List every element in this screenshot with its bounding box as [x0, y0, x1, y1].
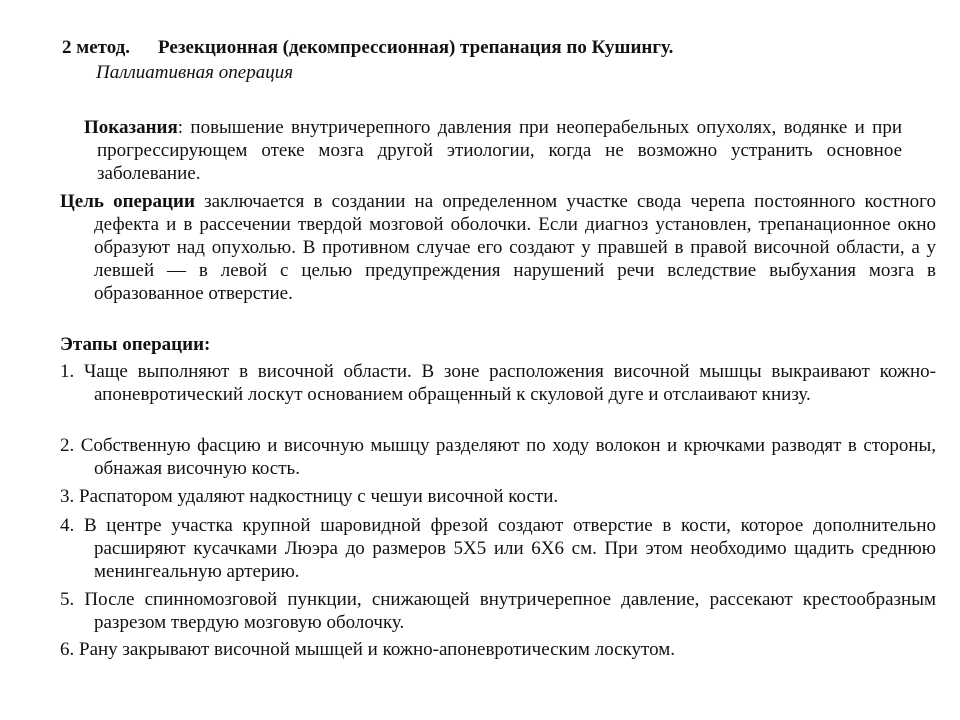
stage-step-3: 3. Распатором удаляют надкостницу с чешуи височной кости. — [60, 486, 559, 507]
stage-step-5: 5. После спинномозговой пункции, снижающей внутричерепное давление, рассекают крестообразным разрезом твердую мозговую оболочку. — [60, 589, 936, 633]
goal-label: Цель операции — [60, 191, 195, 212]
operation-title: Резекционная (декомпрессионная) трепанация по Кушингу. — [158, 37, 674, 58]
indications-text: : повышение внутричерепного давления при неоперабельных опухолях, водянке и при прогрессирующем отеке мозга другой этиологии, когда не возможно устранить основное заболевание. — [97, 117, 902, 184]
stage-step-6: 6. Рану закрывают височной мышцей и кожно-апоневротическим лоскутом. — [60, 639, 676, 660]
document-heading — [62, 36, 902, 60]
goal-text: заключается в создании на определенном участке свода черепа постоянного костного дефекта и в рассечении твердой мозговой оболочки. Если диагноз установлен, трепанационное окно образуют над опухолью. В противном случае его создают у правшей в правой височной области, а у левшей — в левой с целью предупреждения нарушений речи вследствие выбухания мозга в образованное отверстие. — [94, 191, 936, 304]
goal-paragraph — [60, 190, 936, 305]
stage-step-2: 2. Собственную фасцию и височную мышцу разделяют по ходу волокон и крючками разводят в стороны, обнажая височную кость. — [60, 435, 936, 479]
stage-step-1: 1. Чаще выполняют в височной области. В зоне расположения височной мышцы выкраивают кожно-апоневротический лоскут основанием обращенный к скуловой дуге и отслаивают книзу. — [60, 361, 936, 405]
indications-paragraph — [84, 116, 902, 185]
stages-title: Этапы операции: — [60, 334, 211, 355]
stage-step-4: 4. В центре участка крупной шаровидной фрезой создают отверстие в кости, которое дополнительно расширяют кусачками Люэра до размеров 5Х5 или 6Х6 см. При этом необходимо щадить среднюю менингеальную артерию. — [60, 515, 936, 582]
operation-subtitle: Паллиативная операция — [96, 62, 294, 83]
indications-label: Показания — [84, 117, 178, 138]
method-number: 2 метод. — [62, 37, 131, 58]
